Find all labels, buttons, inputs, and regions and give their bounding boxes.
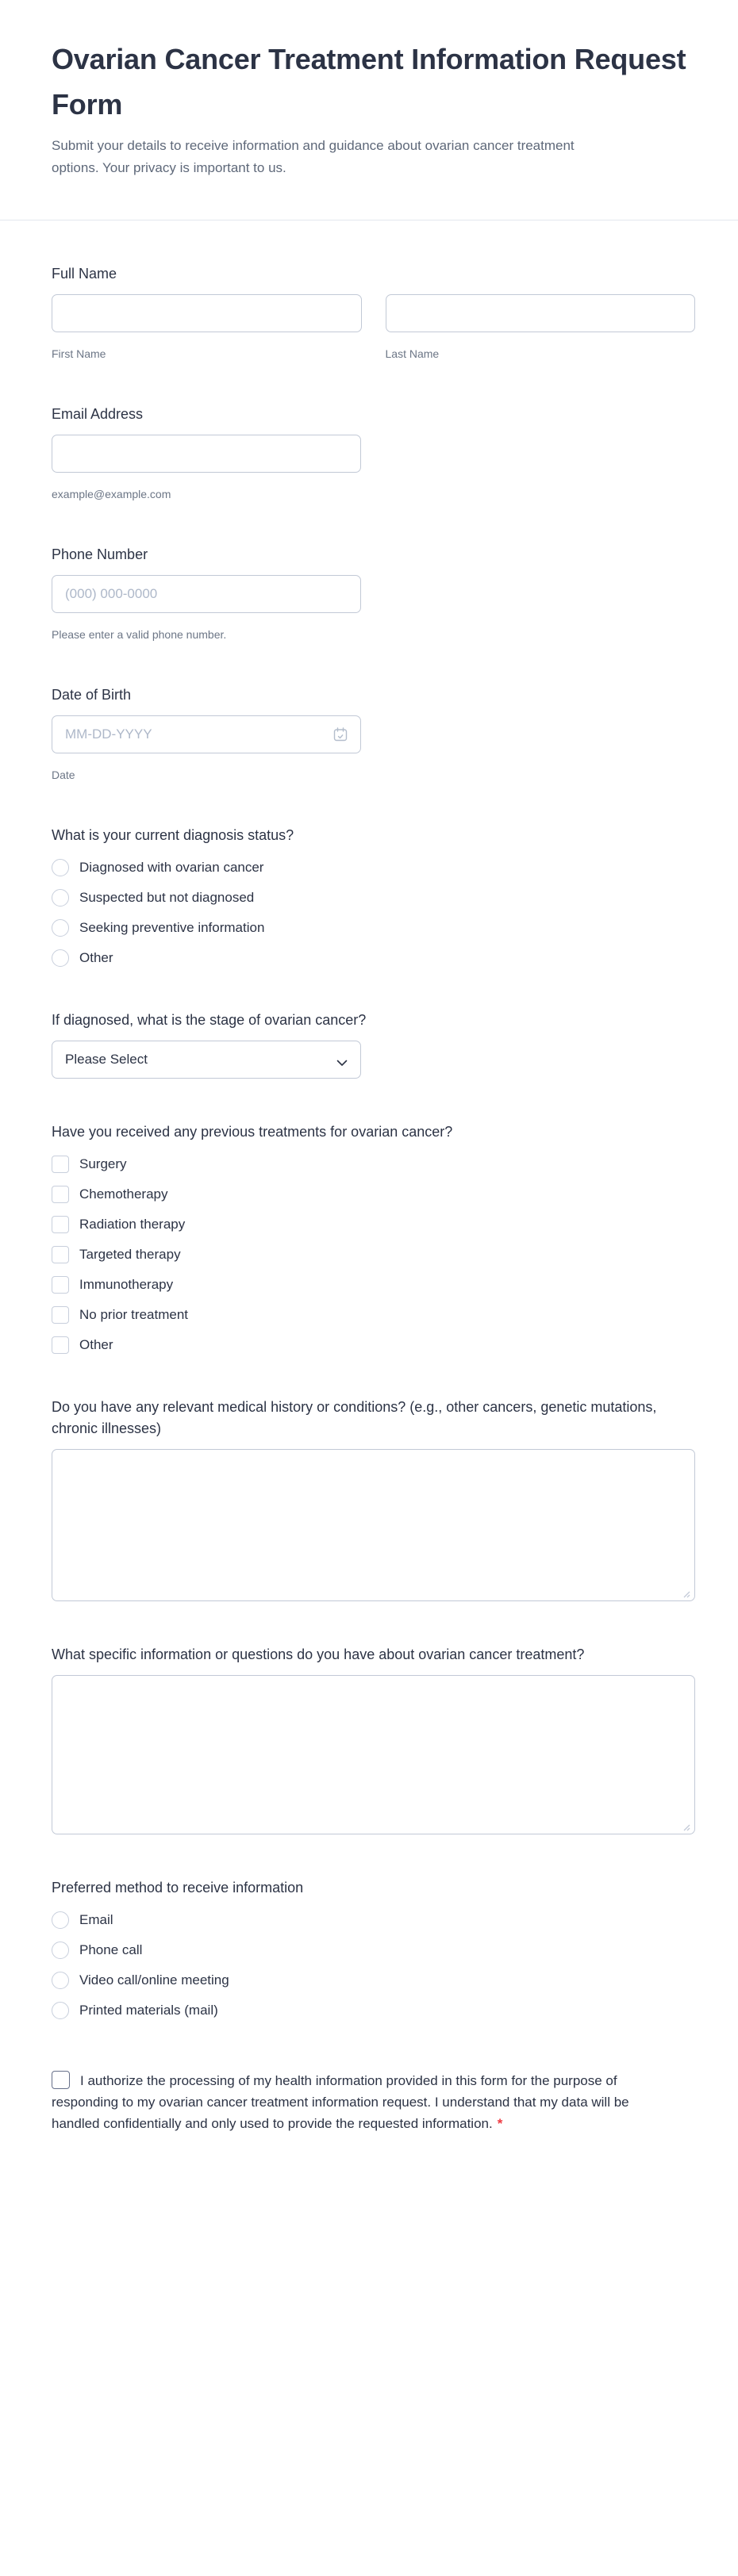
diagnosis-status-options	[52, 859, 695, 967]
specific-questions-label: What specific information or questions do you have about ovarian cancer treatment?	[52, 1646, 585, 1662]
checkbox-option-label: No prior treatment	[79, 1307, 188, 1322]
page-subtitle: Submit your details to receive information and guidance about ovarian cancer treatment options. Your privacy is important to us.	[52, 138, 575, 175]
checkbox-option-label: Radiation therapy	[79, 1217, 186, 1232]
checkbox[interactable]	[52, 1156, 69, 1173]
radio-button[interactable]	[52, 919, 69, 937]
phone-label: Phone Number	[52, 546, 148, 562]
calendar-icon[interactable]	[332, 726, 348, 742]
radio-option	[52, 1911, 695, 1929]
dob-input[interactable]	[52, 715, 361, 753]
radio-button[interactable]	[52, 1972, 69, 1989]
radio-option	[52, 889, 695, 907]
radio-option	[52, 2002, 695, 2019]
radio-button[interactable]	[52, 949, 69, 967]
checkbox[interactable]	[52, 1186, 69, 1203]
diagnosis-status-label: What is your current diagnosis status?	[52, 827, 294, 843]
radio-option	[52, 859, 695, 876]
checkbox-option-label: Targeted therapy	[79, 1247, 181, 1262]
radio-button[interactable]	[52, 1911, 69, 1929]
full-name-row	[52, 294, 695, 361]
field-phone	[52, 544, 695, 642]
chevron-down-icon	[336, 1056, 348, 1064]
radio-option	[52, 919, 695, 937]
field-stage	[52, 1010, 695, 1079]
checkbox-option	[52, 1216, 695, 1233]
radio-option	[52, 1942, 695, 1959]
radio-option-label: Printed materials (mail)	[79, 2003, 218, 2018]
checkbox[interactable]	[52, 1216, 69, 1233]
dob-sublabel: Date	[52, 769, 75, 781]
checkbox-option	[52, 1276, 695, 1294]
checkbox-option-label: Immunotherapy	[79, 1277, 174, 1292]
radio-button[interactable]	[52, 859, 69, 876]
form-header	[0, 0, 738, 179]
previous-treatments-options	[52, 1156, 695, 1354]
phone-input[interactable]	[52, 575, 361, 613]
preferred-method-options	[52, 1911, 695, 2019]
field-authorization	[52, 2070, 639, 2134]
checkbox[interactable]	[52, 1306, 69, 1324]
last-name-input[interactable]	[386, 294, 696, 332]
stage-select[interactable]	[52, 1041, 361, 1079]
radio-button[interactable]	[52, 889, 69, 907]
last-name-sublabel: Last Name	[385, 347, 440, 360]
stage-select-value: Please Select	[65, 1052, 148, 1067]
medical-history-label: Do you have any relevant medical history or conditions? (e.g., other cancers, genetic mutations, chronic illnesses)	[52, 1399, 657, 1436]
field-preferred-method	[52, 1877, 695, 2019]
email-sublabel: example@example.com	[52, 488, 171, 500]
field-email	[52, 404, 695, 501]
first-name-sublabel: First Name	[52, 347, 106, 360]
checkbox-option-label: Other	[79, 1337, 113, 1352]
dob-label: Date of Birth	[52, 687, 132, 703]
checkbox-option-label: Chemotherapy	[79, 1186, 168, 1202]
radio-option-label: Other	[79, 950, 113, 965]
checkbox-option	[52, 1246, 695, 1263]
checkbox-option-label: Surgery	[79, 1156, 127, 1171]
radio-option-label: Suspected but not diagnosed	[79, 890, 255, 905]
radio-option-label: Diagnosed with ovarian cancer	[79, 860, 264, 875]
field-dob	[52, 684, 695, 782]
radio-option-label: Seeking preventive information	[79, 920, 265, 935]
field-diagnosis-status	[52, 825, 695, 967]
stage-label: If diagnosed, what is the stage of ovarian cancer?	[52, 1012, 367, 1028]
field-full-name	[52, 263, 695, 361]
radio-option-label: Email	[79, 1912, 113, 1927]
preferred-method-label: Preferred method to receive information	[52, 1880, 304, 1896]
full-name-label: Full Name	[52, 266, 117, 282]
email-input[interactable]	[52, 435, 361, 473]
resize-handle-icon[interactable]	[682, 1588, 690, 1597]
radio-button[interactable]	[52, 1942, 69, 1959]
checkbox-option	[52, 1336, 695, 1354]
radio-option-label: Video call/online meeting	[79, 1972, 229, 1988]
radio-option	[52, 1972, 695, 1989]
field-specific-questions	[52, 1644, 695, 1834]
radio-option	[52, 949, 695, 967]
previous-treatments-label: Have you received any previous treatments for ovarian cancer?	[52, 1124, 453, 1140]
authorization-checkbox[interactable]	[52, 2071, 70, 2089]
checkbox[interactable]	[52, 1276, 69, 1294]
field-medical-history	[52, 1397, 695, 1601]
first-name-col	[52, 294, 362, 361]
email-label: Email Address	[52, 406, 144, 422]
medical-history-textarea[interactable]	[52, 1449, 695, 1601]
required-asterisk: *	[497, 2116, 503, 2131]
form-body	[0, 263, 738, 2229]
checkbox-option	[52, 1306, 695, 1324]
radio-option-label: Phone call	[79, 1942, 143, 1957]
checkbox[interactable]	[52, 1246, 69, 1263]
checkbox-option	[52, 1186, 695, 1203]
checkbox[interactable]	[52, 1336, 69, 1354]
page-title: Ovarian Cancer Treatment Information Request Form	[52, 43, 686, 121]
specific-questions-textarea[interactable]	[52, 1675, 695, 1834]
last-name-col	[386, 294, 696, 361]
first-name-input[interactable]	[52, 294, 362, 332]
field-previous-treatments	[52, 1121, 695, 1354]
radio-button[interactable]	[52, 2002, 69, 2019]
checkbox-option	[52, 1156, 695, 1173]
resize-handle-icon[interactable]	[682, 1821, 690, 1830]
phone-sublabel: Please enter a valid phone number.	[52, 628, 227, 641]
dob-input-wrap	[52, 715, 361, 753]
authorization-label: I authorize the processing of my health information provided in this form for the purpose of responding to my ovarian cancer treatment information request. I understand that my data will be handled confidentially and only used to provide the requested information.	[52, 2073, 629, 2131]
